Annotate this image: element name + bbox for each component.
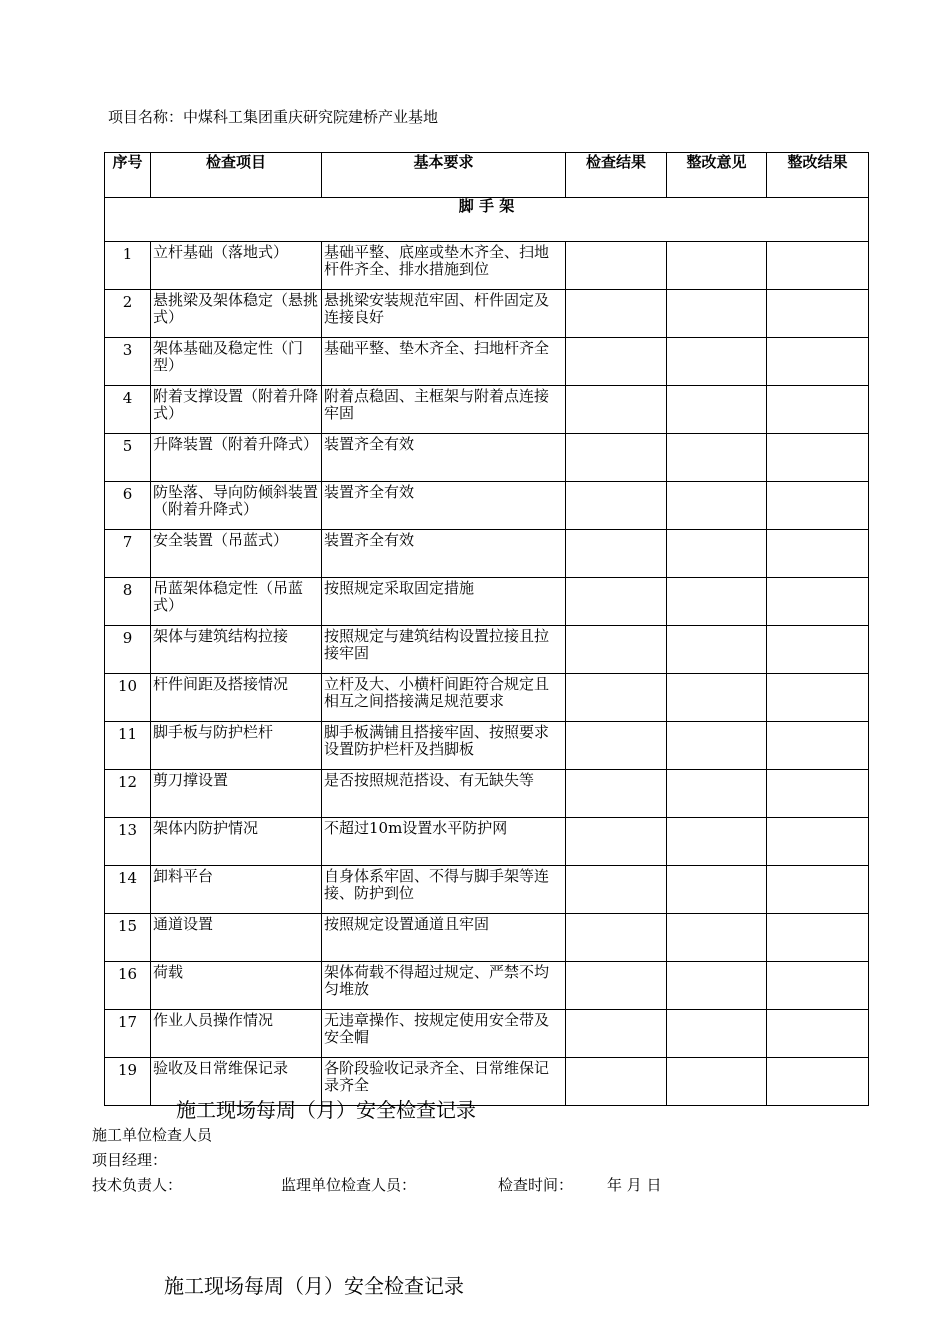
row-result-cell <box>566 626 667 674</box>
table-row <box>105 290 869 338</box>
row-result-cell <box>566 386 667 434</box>
table-row <box>105 242 869 290</box>
row-rectify-result-cell <box>767 626 869 674</box>
table-row <box>105 482 869 530</box>
row-result-cell <box>566 914 667 962</box>
footer-title: 施工现场每周（月）安全检查记录 <box>176 1098 476 1122</box>
table-row <box>105 578 869 626</box>
table-row <box>105 722 869 770</box>
row-rectify-result-cell <box>767 818 869 866</box>
row-number: 19 <box>105 1058 151 1106</box>
row-result-cell <box>566 1058 667 1106</box>
supervisor-label: 监理单位检查人员： <box>281 1176 417 1194</box>
row-number: 15 <box>105 914 151 962</box>
row-requirement: 按照规定与建筑结构设置拉接且拉接牢固 <box>322 626 566 674</box>
row-check-item: 验收及日常维保记录 <box>151 1058 322 1106</box>
header-requirement: 基本要求 <box>322 153 566 198</box>
row-check-item: 防坠落、导向防倾斜装置（附着升降式） <box>151 482 322 530</box>
row-requirement: 按照规定采取固定措施 <box>322 578 566 626</box>
table-row <box>105 674 869 722</box>
inspector-label: 施工单位检查人员 <box>92 1126 213 1144</box>
inspection-table <box>104 152 869 1106</box>
row-number: 6 <box>105 482 151 530</box>
row-number: 14 <box>105 866 151 914</box>
row-requirement: 装置齐全有效 <box>322 530 566 578</box>
row-rectify-result-cell <box>767 722 869 770</box>
table-row <box>105 962 869 1010</box>
table-row <box>105 626 869 674</box>
row-result-cell <box>566 290 667 338</box>
check-time-label: 检查时间： <box>498 1176 574 1194</box>
row-number: 4 <box>105 386 151 434</box>
row-rectify-result-cell <box>767 530 869 578</box>
row-check-item: 卸料平台 <box>151 866 322 914</box>
row-check-item: 作业人员操作情况 <box>151 1010 322 1058</box>
row-rectify-result-cell <box>767 962 869 1010</box>
row-result-cell <box>566 482 667 530</box>
row-requirement: 自身体系牢固、不得与脚手架等连接、防护到位 <box>322 866 566 914</box>
tech-lead-label: 技术负责人： <box>92 1176 183 1194</box>
row-requirement: 立杆及大、小横杆间距符合规定且相互之间搭接满足规范要求 <box>322 674 566 722</box>
row-requirement: 脚手板满铺且搭接牢固、按照要求设置防护栏杆及挡脚板 <box>322 722 566 770</box>
table-header-row <box>105 153 869 198</box>
row-rectify-result-cell <box>767 338 869 386</box>
row-result-cell <box>566 770 667 818</box>
row-rectify-opinion-cell <box>667 1058 767 1106</box>
row-check-item: 吊蓝架体稳定性（吊蓝式） <box>151 578 322 626</box>
row-rectify-opinion-cell <box>667 818 767 866</box>
row-rectify-result-cell <box>767 674 869 722</box>
table-row <box>105 866 869 914</box>
row-check-item: 附着支撑设置（附着升降式） <box>151 386 322 434</box>
manager-label: 项目经理： <box>92 1151 168 1169</box>
row-requirement: 是否按照规范搭设、有无缺失等 <box>322 770 566 818</box>
row-result-cell <box>566 242 667 290</box>
project-name: 项目名称：中煤科工集团重庆研究院建桥产业基地 <box>108 108 439 126</box>
row-rectify-opinion-cell <box>667 722 767 770</box>
row-requirement: 基础平整、底座或垫木齐全、扫地杆件齐全、排水措施到位 <box>322 242 566 290</box>
row-number: 13 <box>105 818 151 866</box>
row-rectify-result-cell <box>767 578 869 626</box>
table-row <box>105 1010 869 1058</box>
row-check-item: 架体内防护情况 <box>151 818 322 866</box>
row-requirement: 装置齐全有效 <box>322 434 566 482</box>
row-rectify-opinion-cell <box>667 482 767 530</box>
row-rectify-result-cell <box>767 242 869 290</box>
row-rectify-opinion-cell <box>667 578 767 626</box>
row-check-item: 架体基础及稳定性（门型） <box>151 338 322 386</box>
row-requirement: 各阶段验收记录齐全、日常维保记录齐全 <box>322 1058 566 1106</box>
row-number: 7 <box>105 530 151 578</box>
header-seq: 序号 <box>105 153 151 198</box>
row-rectify-result-cell <box>767 1058 869 1106</box>
row-number: 8 <box>105 578 151 626</box>
row-number: 16 <box>105 962 151 1010</box>
row-rectify-opinion-cell <box>667 674 767 722</box>
row-rectify-opinion-cell <box>667 338 767 386</box>
row-result-cell <box>566 722 667 770</box>
row-number: 1 <box>105 242 151 290</box>
row-requirement: 架体荷载不得超过规定、严禁不均匀堆放 <box>322 962 566 1010</box>
row-number: 9 <box>105 626 151 674</box>
row-rectify-result-cell <box>767 914 869 962</box>
row-check-item: 荷载 <box>151 962 322 1010</box>
row-rectify-result-cell <box>767 482 869 530</box>
row-rectify-opinion-cell <box>667 962 767 1010</box>
row-requirement: 无违章操作、按规定使用安全带及安全帽 <box>322 1010 566 1058</box>
section-row <box>105 198 869 242</box>
row-rectify-result-cell <box>767 770 869 818</box>
header-rectify-opinion: 整改意见 <box>667 153 767 198</box>
row-rectify-opinion-cell <box>667 626 767 674</box>
table-row <box>105 530 869 578</box>
row-rectify-opinion-cell <box>667 386 767 434</box>
row-requirement: 按照规定设置通道且牢固 <box>322 914 566 962</box>
row-result-cell <box>566 674 667 722</box>
check-date-format: 年 月 日 <box>607 1176 662 1194</box>
row-rectify-opinion-cell <box>667 1010 767 1058</box>
row-requirement: 悬挑梁安装规范牢固、杆件固定及连接良好 <box>322 290 566 338</box>
row-number: 11 <box>105 722 151 770</box>
row-result-cell <box>566 962 667 1010</box>
header-item: 检查项目 <box>151 153 322 198</box>
row-number: 3 <box>105 338 151 386</box>
row-number: 12 <box>105 770 151 818</box>
row-rectify-result-cell <box>767 434 869 482</box>
row-requirement: 不超过10m设置水平防护网 <box>322 818 566 866</box>
row-result-cell <box>566 434 667 482</box>
row-result-cell <box>566 578 667 626</box>
table-row <box>105 914 869 962</box>
row-check-item: 安全装置（吊蓝式） <box>151 530 322 578</box>
table-row <box>105 770 869 818</box>
row-check-item: 架体与建筑结构拉接 <box>151 626 322 674</box>
table-row <box>105 434 869 482</box>
header-rectify-result: 整改结果 <box>767 153 869 198</box>
row-check-item: 剪刀撑设置 <box>151 770 322 818</box>
row-check-item: 杆件间距及搭接情况 <box>151 674 322 722</box>
row-number: 5 <box>105 434 151 482</box>
row-requirement: 装置齐全有效 <box>322 482 566 530</box>
row-rectify-result-cell <box>767 866 869 914</box>
table-row <box>105 818 869 866</box>
row-rectify-result-cell <box>767 290 869 338</box>
row-rectify-opinion-cell <box>667 530 767 578</box>
row-requirement: 附着点稳固、主框架与附着点连接牢固 <box>322 386 566 434</box>
table-row <box>105 386 869 434</box>
row-result-cell <box>566 338 667 386</box>
row-check-item: 通道设置 <box>151 914 322 962</box>
row-result-cell <box>566 1010 667 1058</box>
row-check-item: 脚手板与防护栏杆 <box>151 722 322 770</box>
row-rectify-opinion-cell <box>667 242 767 290</box>
header-result: 检查结果 <box>566 153 667 198</box>
row-number: 17 <box>105 1010 151 1058</box>
row-result-cell <box>566 530 667 578</box>
row-requirement: 基础平整、垫木齐全、扫地杆齐全 <box>322 338 566 386</box>
row-check-item: 升降装置（附着升降式） <box>151 434 322 482</box>
footer2-title: 施工现场每周（月）安全检查记录 <box>164 1274 464 1298</box>
table-row <box>105 338 869 386</box>
row-rectify-opinion-cell <box>667 914 767 962</box>
row-result-cell <box>566 818 667 866</box>
row-check-item: 立杆基础（落地式） <box>151 242 322 290</box>
section-title: 脚 手 架 <box>105 198 869 242</box>
row-rectify-opinion-cell <box>667 290 767 338</box>
row-rectify-result-cell <box>767 1010 869 1058</box>
row-result-cell <box>566 866 667 914</box>
row-number: 2 <box>105 290 151 338</box>
row-check-item: 悬挑梁及架体稳定（悬挑式） <box>151 290 322 338</box>
row-rectify-opinion-cell <box>667 866 767 914</box>
row-rectify-result-cell <box>767 386 869 434</box>
row-number: 10 <box>105 674 151 722</box>
row-rectify-opinion-cell <box>667 434 767 482</box>
row-rectify-opinion-cell <box>667 770 767 818</box>
